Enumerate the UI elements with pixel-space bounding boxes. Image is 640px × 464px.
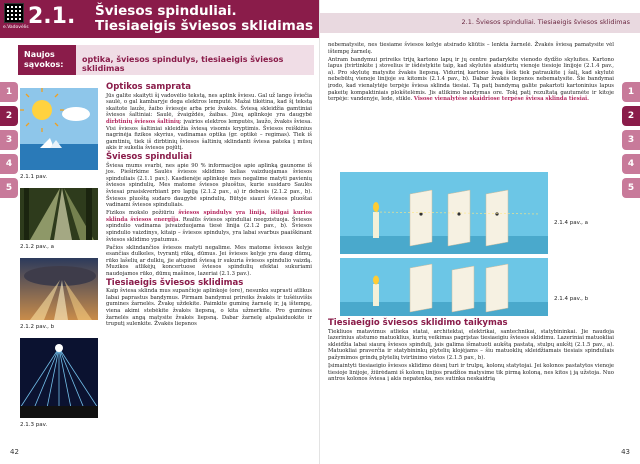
text-span: Fizikos mokslo požiūriu xyxy=(106,210,179,217)
text-span: . Realūs šviesos spinduliai neegzistuoja. Šviesos spindulio vadinama įsivaizduojama tiesė linija (2.1.2 pav., b). Šviesos spindulio vaizdinys, kitaip – šviesos spindulys, yra labai svarbus paaiškinant šviesos sklidimo ypatumus. xyxy=(106,216,312,243)
paragraph: Tiekliuos matavimus atlieka statai, architektai, elektrikai, santechnikai, statybininkai. Jie naudoja lazerinius atstumo matuoklius, kurių veikimas pagrįstas tiesiaeigiu šviesos sklidimu. Lazeriniai matuokliai skleidžia labai siaurą šviesos spindulį, jais galima išmatuoti aukštą pastatą, stulpų aukštį (2.1.5 pav., a). Matuokliai praverčia ir statybininkų plytelių klojėjams – šiu matuoklių skleidžiamais tiesiais spinduliais pažymimos grindų plytelių tvirtinimo vietos (2.1.5 pav., b). xyxy=(328,328,614,361)
paragraph xyxy=(106,210,312,243)
highlight-text: dirbtinių šviesos šaltinių xyxy=(106,118,180,125)
figure-label: 2.1.2 pav., a xyxy=(20,244,55,250)
qr-code-icon[interactable] xyxy=(4,3,24,23)
heading-optics: Optikos samprata xyxy=(106,82,192,92)
concepts-tag-line1: Naujos xyxy=(24,50,55,59)
left-text-column xyxy=(106,82,312,329)
heading-light-rays: Šviesos spinduliai xyxy=(106,151,192,162)
tab-4[interactable]: 4 xyxy=(622,154,640,174)
heading-applications: Tiesiaeigio šviesos sklidimo taikymas xyxy=(328,318,508,328)
tab-1[interactable]: 1 xyxy=(622,82,640,102)
concert-lasers-photo xyxy=(20,338,98,418)
tab-3[interactable]: 3 xyxy=(0,130,18,150)
aligned-cards-experiment xyxy=(340,172,548,254)
paragraph: Šviesa mums svarbi, nes apie 90 % informacijos apie aplinką gaunome iš jos. Pieširkime Saulės šviesos sklidimo kelias vaizduojamas šviesos spinduliais (2.1.1 pav.). Kasdienėje aplinkoje mes negalime matyti pavienių šviesos spindulių. Mes matome šviesos pluoštus, kurie susidaro Saulės šviesai prasiskverbiant pro lapiją (2.1.2 pav., a) ir debesis (2.1.2 pav., b). Šviesos pluoštą sudaro daugybė spindulių. Būtyje siauri šviesos pluoštai vadinami šviesos spinduliais. xyxy=(106,162,312,209)
chapter-tabs-right xyxy=(622,82,640,202)
paragraph xyxy=(328,57,614,103)
concepts-tag-line2: sąvokos: xyxy=(24,60,64,69)
highlight-text: Visose vienalytėse skaidriose terpėse šviesa sklinda tiesiai. xyxy=(413,96,589,103)
section-title-line1: Šviesos spinduliai. xyxy=(95,3,237,19)
figure-label: 2.1.2 pav., b xyxy=(20,324,55,330)
chapter-header xyxy=(0,0,320,38)
page-number-right: 43 xyxy=(621,448,630,456)
tab-5[interactable]: 5 xyxy=(0,178,18,198)
figure-label: 2.1.4 pav., a xyxy=(554,220,589,226)
right-text-bottom xyxy=(328,318,614,384)
text-span: Antram bandymui prireiks trijų kartono lapų ir jų centre padarykite vienodo dydžio skyluites. Kartono lapus įtvirtinkite į stovelius ir išdėstykite taip, kad skylutės atsidurtų vienoje tiesioje linijoje (2.1.4 pav., a). Pro skylutę matysite žvakės liepsną. Vidurinį kartono lapą šiek tiek patraukite į šalį, kad skylutė nebebūtų vienoje linijoje su kitomis (2.1.4 pav., b). Dabar žvakės liepsnos nebematysite. Šie bandymai įrodo, kad vienalytėje terpėje šviesa sklinda tiesiai. Tą patį bandymą galite pakartoti kartoninius lapus pakeitę kompaktiniais plokštelėmis. Jis atlikimo bandymas ore. Tokį patį rezultatą gautumėte ir kitoje terpėje: vandenyje, lede, stikle. xyxy=(328,56,614,103)
figure-label: 2.1.4 pav., b xyxy=(554,296,589,302)
heading-straight-propagation: Tiesiaeigis šviesos sklidimas xyxy=(106,277,244,288)
text-span: : įvairios elektros lemputės, laužo, žvakės šviesa. Visi šviesos šaltiniai skleidžia šviesą visomis kryptimis. Šviesos reiškinius nagrinėja fizikos skyrius, vadinamas optika (gr. optikė – regimas). Tiek iš gamtinių, tiek iš dirbtinių šviesos šaltinių sklindanti šviesa pateka į mūsų akis ir sukelia šviesos pojūtį. xyxy=(106,118,312,152)
qr-label: e.Vadovėlis xyxy=(3,25,29,30)
running-title: 2.1. Šviesos spinduliai. Tiesiaeigis šviesos sklidimas xyxy=(461,18,630,26)
sun-rays-illustration xyxy=(20,88,98,170)
shifted-cards-experiment xyxy=(340,258,548,316)
figure-label: 2.1.3 pav. xyxy=(20,422,48,428)
page-number-left: 42 xyxy=(10,448,19,456)
tab-2[interactable]: 2 xyxy=(0,106,18,126)
tab-4[interactable]: 4 xyxy=(0,154,18,174)
tab-2[interactable]: 2 xyxy=(622,106,640,126)
figure-label: 2.1.1 pav. xyxy=(20,174,48,180)
forest-light-photo xyxy=(20,188,98,240)
highlight-text: šviesos spindulys yra linija, išilgai kurios sklinda šviesos energija xyxy=(106,210,312,223)
tab-1[interactable]: 1 xyxy=(0,82,18,102)
right-text-top xyxy=(328,42,614,104)
new-concepts-box xyxy=(18,45,314,75)
new-concepts-text: optika, šviesos spindulys, tiesiaeigis šviesos sklidimas xyxy=(82,55,284,73)
clouds-sunbeams-photo xyxy=(20,258,98,320)
section-number: 2.1. xyxy=(28,4,76,29)
running-header xyxy=(320,13,640,33)
right-page xyxy=(320,0,640,464)
text-span: Jūs galite skaityti šį vadovėlio tekstą, nes aplink šviesu. Gal už lango šviečia saulė, o gal kambaryje dega elektros lemputė. Mažai tikėtina, kad šį tekstą skaitote lauže, žaibo šviesoje arba prie žvakės. Šviesą skleidžia gamtiniai šviesos šaltiniai: Saulė, žvaigždės, žaibas. Jūsų aplinkoje yra daugybė xyxy=(106,92,312,119)
new-concepts-tag xyxy=(18,45,76,75)
paragraph: Kaip šviesa sklinda mus supančioje aplinkoje (ore), nesunku suprasti atlikus labai paprastus bandymus. Pirmam bandymui prireiks žvakės ir tušėiuvišis gumines žarnelės. Žvakę uždekite. Paimkite guminę žarnelę ir, ją ištempę, viena akimi stebėkite žvakės liepsną, o kita užmerkite. Pro gumines žarnelės angą matysite žvakės liepsną. Dabar žarnelę atpalaiduokite ir truputį sulenkite. Žvakės liepsnos xyxy=(106,288,312,328)
paragraph: nebematysite, nes tiesiame šviesos kelyje atsirado kliūtis – lenkta žarnelė. Žvakės šviesą pamatysite vėl ištempę žarnelę. xyxy=(328,42,614,55)
chapter-tabs-left xyxy=(0,82,18,202)
tab-3[interactable]: 3 xyxy=(622,130,640,150)
paragraph: Įsimaintyti tiesiaeigio šviesos sklidimo dėsnį turi ir trulpų, kolonų statytojai. Jei kolonos pastatytos vienoje tiesioje linijoje, žiūrėdami iš kolonų linijos pradžios matysime tik pirmą koloną, nes kitos į ją užstoja. Nuo antros kolonos šviesa į akis nepatenka, nes sutinka neskaidrią xyxy=(328,363,614,383)
paragraph: Pačios sklindančios šviesos matyti negalime. Mes matome šviesos kelyje esančias dulkeles, tvyrantį rūką, dūmus. Jei šviesos kelyje yra daug dūmų, rūko lašelių ar dulkių, jie atspindi šviesą ir sukuria šviesos spindulio vaizdą. Muzikos atlikėjų koncertuose šviesos spindulių efektai sukuriami naudojamos rūko, dūmų mašinos, lazeriai (2.1.3 pav.). xyxy=(106,244,312,278)
tab-5[interactable]: 5 xyxy=(622,178,640,198)
section-title xyxy=(95,4,313,34)
section-title-line2: Tiesiaeigis šviesos sklidimas xyxy=(95,18,314,34)
paragraph xyxy=(106,93,312,152)
